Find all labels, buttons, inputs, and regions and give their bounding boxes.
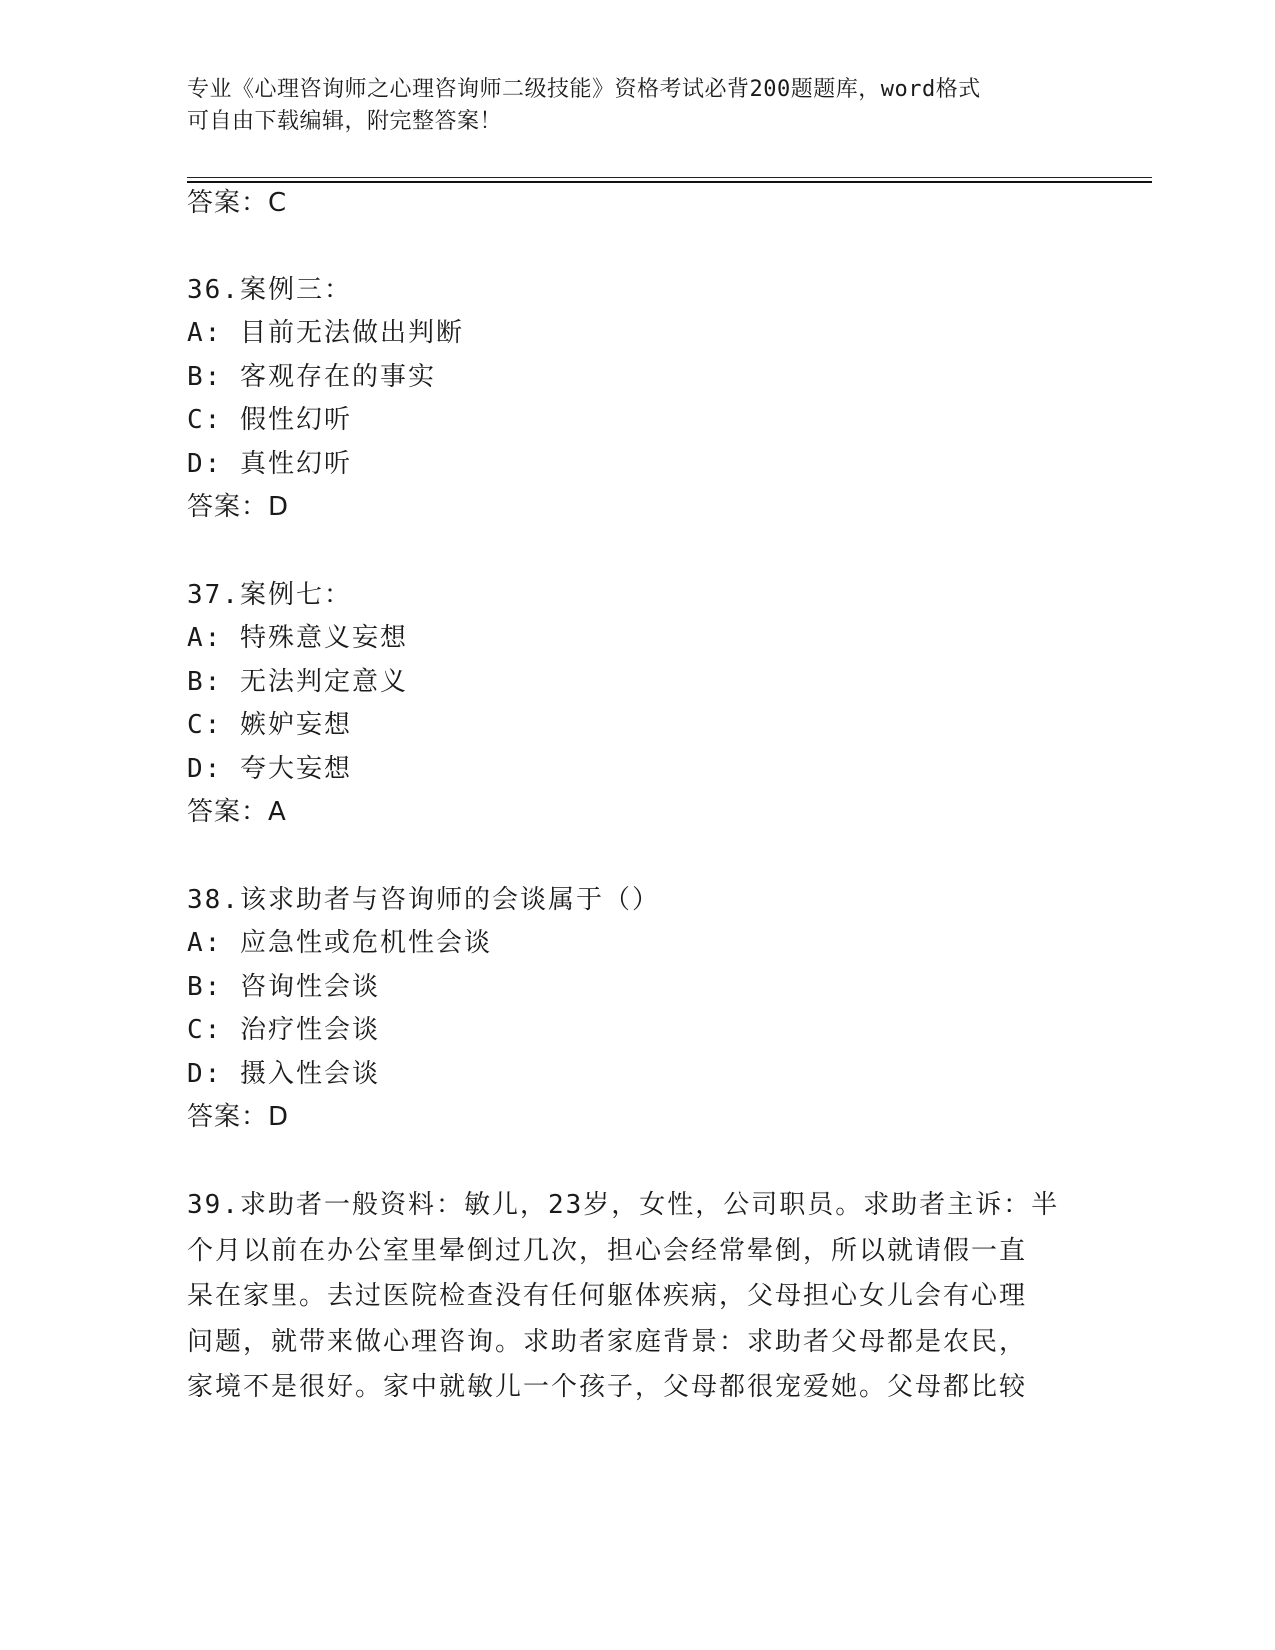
question-39-line-2: 个月以前在办公室里晕倒过几次，担心会经常晕倒，所以就请假一直 — [187, 1235, 1028, 1266]
header-divider-thick — [187, 181, 1152, 183]
option-36-d: D: 真性幻听 — [187, 449, 352, 479]
document-header — [187, 74, 1067, 138]
question-39 — [187, 1183, 1077, 1411]
question-39-line-3: 呆在家里。去过医院检查没有任何躯体疾病，父母担心女儿会有心理 — [187, 1281, 1028, 1311]
answer-37: 答案：A — [187, 797, 287, 827]
option-36-b: B: 客观存在的事实 — [187, 362, 436, 392]
option-37-a: A: 特殊意义妄想 — [187, 623, 408, 653]
header-line-1: 专业《心理咨询师之心理咨询师二级技能》资格考试必背200题题库，word格式 — [187, 77, 981, 102]
option-37-c: C: 嫉妒妄想 — [187, 710, 352, 740]
answer-35: 答案：C — [187, 188, 288, 218]
option-37-d: D: 夸大妄想 — [187, 754, 352, 784]
question-39-line-5: 家境不是很好。家中就敏儿一个孩子，父母都很宠爱她。父母都比较 — [187, 1372, 1028, 1402]
question-36: 36.案例三： — [187, 275, 352, 305]
option-38-a: A: 应急性或危机性会谈 — [187, 928, 492, 958]
header-line-2: 可自由下载编辑，附完整答案！ — [187, 109, 503, 134]
option-38-b: B: 咨询性会谈 — [187, 972, 380, 1002]
header-divider-thin — [187, 177, 1152, 178]
option-36-a: A: 目前无法做出判断 — [187, 318, 464, 348]
option-36-c: C: 假性幻听 — [187, 405, 352, 435]
question-39-line-1: 39.求助者一般资料：敏儿，23岁，女性，公司职员。求助者主诉：半 — [187, 1190, 1060, 1220]
question-38: 38.该求助者与咨询师的会谈属于（） — [187, 885, 660, 915]
question-37: 37.案例七： — [187, 580, 352, 610]
answer-38: 答案：D — [187, 1102, 290, 1132]
option-38-c: C: 治疗性会谈 — [187, 1015, 380, 1045]
option-38-d: D: 摄入性会谈 — [187, 1059, 380, 1089]
question-39-line-4: 问题，就带来做心理咨询。求助者家庭背景：求助者父母都是农民， — [187, 1326, 1028, 1357]
answer-36: 答案：D — [187, 492, 290, 522]
option-37-b: B: 无法判定意义 — [187, 667, 408, 697]
